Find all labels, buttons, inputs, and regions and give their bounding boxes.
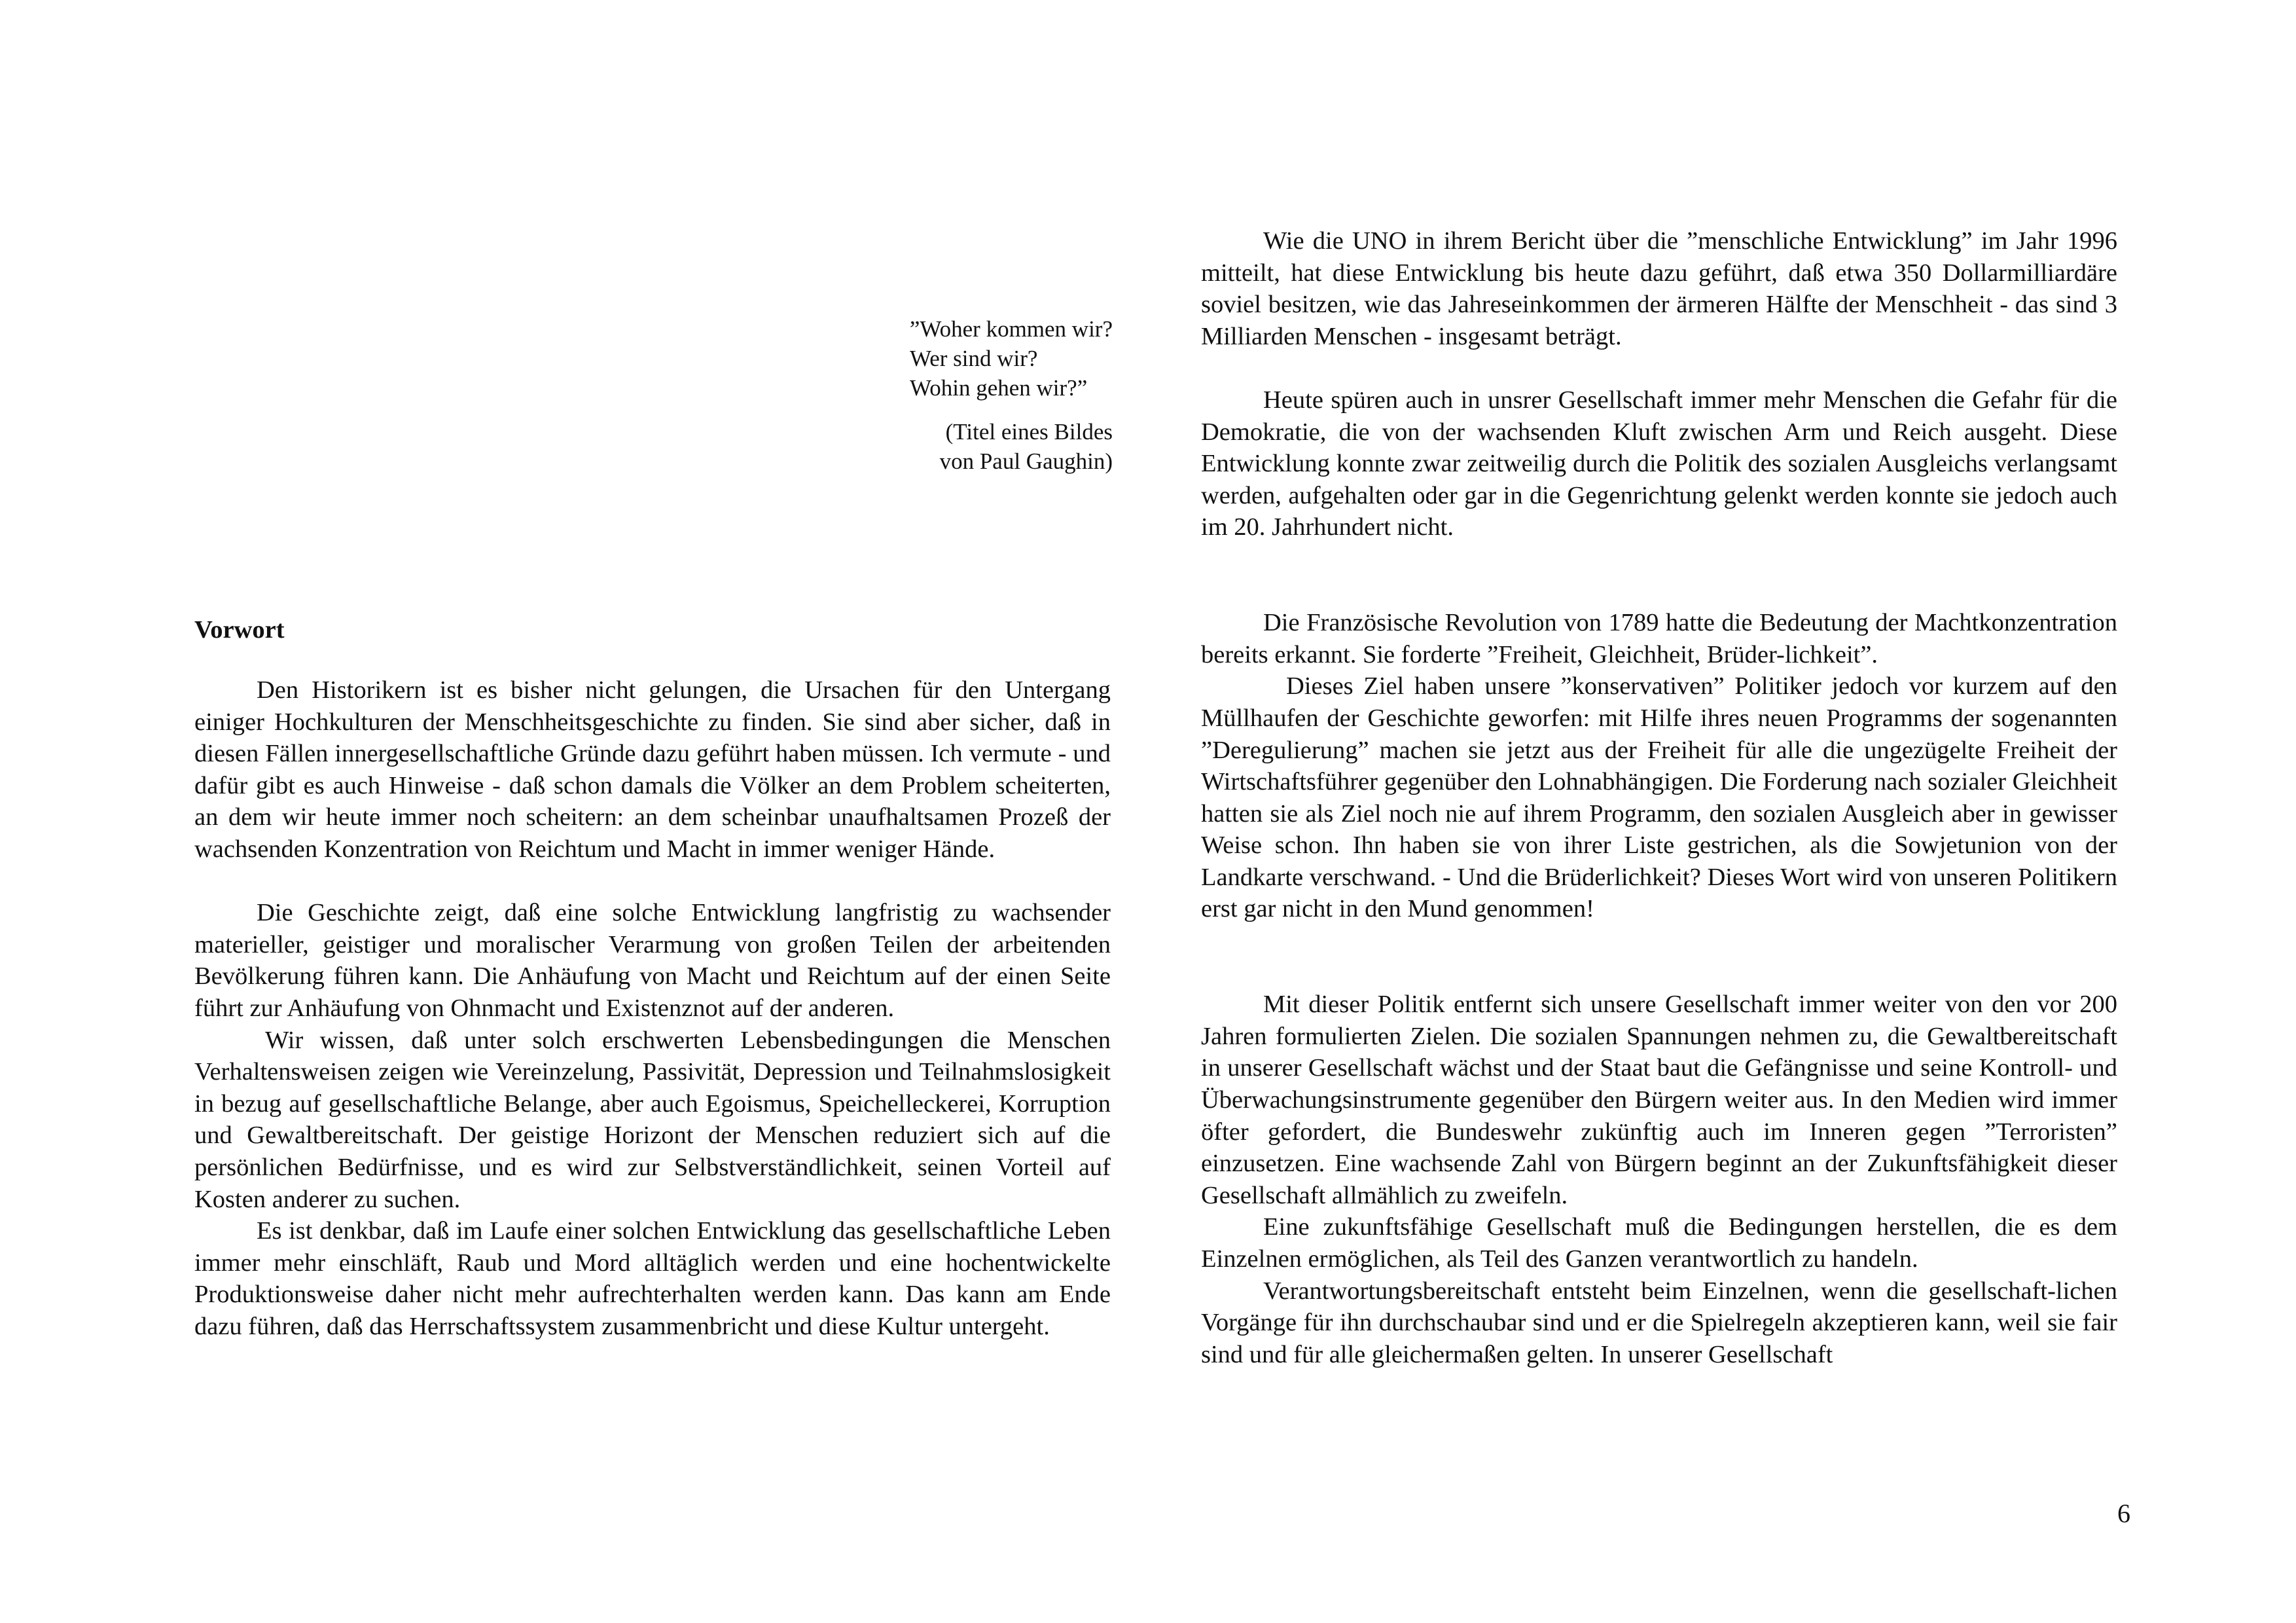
paragraph: Die Französische Revolution von 1789 hatte die Bedeutung der Machtkonzentration bereits erkannt. Sie forderte ”Freiheit, Gleichheit, Brüder-lichkeit”. xyxy=(1201,609,2117,668)
epigraph-source xyxy=(870,417,1113,476)
paragraph: Wie die UNO in ihrem Bericht über die ”menschliche Entwicklung” im Jahr 1996 mitteilt, hat diese Entwicklung bis heute dazu geführt, daß etwa 350 Dollarmilliardäre soviel besitzen, wie das Jahreseinkommen der ärmeren Hälfte der Menschheit - das sind 3 Milliarden Menschen - insgesamt beträgt. xyxy=(1201,227,2117,350)
paragraph: Eine zukunftsfähige Gesellschaft muß die Bedingungen herstellen, die es dem Einzelnen ermöglichen, als Teil des Ganzen verantwortlich zu handeln. xyxy=(1201,1213,2117,1273)
epigraph-source-line: (Titel eines Bildes xyxy=(945,419,1113,445)
epigraph-line: ”Woher kommen wir? xyxy=(909,316,1113,342)
epigraph-line: Wohin gehen wir?” xyxy=(910,375,1088,401)
paragraph: Es ist denkbar, daß im Laufe einer solchen Entwicklung das gesellschaftliche Leben immer mehr einschläft, Raub und Mord alltäglich werden und eine hochentwickelte Produktionsweise daher nicht mehr aufrechterhalten werden kann. Das kann am Ende dazu führen, daß das Herrschaftssystem zusammenbricht und diese Kultur untergeht. xyxy=(194,1217,1111,1340)
page-number: 6 xyxy=(2117,1499,2130,1528)
left-column xyxy=(194,674,1111,1342)
paragraph: Wir wissen, daß unter solch erschwerten Lebensbedingungen die Menschen Verhaltensweisen zeigen wie Vereinzelung, Passivität, Depression und Teilnahmslosigkeit in bezug auf gesellschaftliche Belange, aber auch Egoismus, Speichelleckerei, Korruption und Gewaltbereitschaft. Der geistige Horizont der Menschen reduziert sich auf die persönlichen Bedürfnisse, und es wird zur Selbstverständlichkeit, seinen Vorteil auf Kosten anderer zu suchen. xyxy=(194,1026,1111,1213)
epigraph xyxy=(870,314,1113,476)
paragraph: Die Geschichte zeigt, daß eine solche Entwicklung langfristig zu wachsender materieller, geistiger und moralischer Verarmung von großen Teilen der arbeitenden Bevölkerung führen kann. Die Anhäufung von Macht und Reichtum auf der einen Seite führt zur Anhäufung von Ohnmacht und Existenznot auf der anderen. xyxy=(194,899,1111,1022)
paragraph: Heute spüren auch in unsrer Gesellschaft immer mehr Menschen die Gefahr für die Demokratie, die von der wachsenden Kluft zwischen Arm und Reich ausgeht. Diese Entwicklung konnte zwar zeitweilig durch die Politik des sozialen Ausgleichs verlangsamt werden, aufgehalten oder gar in die Gegenrichtung gelenkt werden konnte sie jedoch auch im 20. Jahrhundert nicht. xyxy=(1201,386,2117,541)
paragraph: Dieses Ziel haben unsere ”konservativen” Politiker jedoch vor kurzem auf den Müllhaufen der Geschichte geworfen: mit Hilfe ihres neuen Programms der sogenannten ”Deregulierung” machen sie jetzt aus der Freiheit für alle die ungezügelte Freiheit der Wirtschaftsführer gegenüber den Lohnabhängigen. Die Forderung nach sozialer Gleichheit hatten sie als Ziel noch nie auf ihrem Programm, den sozialen Ausgleich aber in gewisser Weise schon. Ihn haben sie von ihrer Liste gestrichen, als die Sowjetunion von der Landkarte verschwand. - Und die Brüderlichkeit? Dieses Wort wird von unseren Politikern erst gar nicht in den Mund genommen! xyxy=(1201,672,2117,923)
paragraph: Den Historikern ist es bisher nicht gelungen, die Ursachen für den Untergang einiger Hochkulturen der Menschheitsgeschichte zu finden. Sie sind aber sicher, daß in diesen Fällen innergesellschaftliche Gründe dazu geführt haben müssen. Ich vermute - und dafür gibt es auch Hinweise - daß schon damals die Völker an dem Problem scheiterten, an dem wir heute immer noch scheitern: an dem scheinbar unaufhaltsamen Prozeß der wachsenden Konzentration von Reichtum und Macht in immer weniger Hände. xyxy=(194,676,1111,863)
paragraph: Verantwortungsbereitschaft entsteht beim Einzelnen, wenn die gesellschaft-lichen Vorgänge für ihn durchschaubar sind und er die Spielregeln akzeptieren kann, weil sie fair sind und für alle gleichermaßen gelten. In unserer Gesellschaft xyxy=(1201,1277,2117,1368)
epigraph-line: Wer sind wir? xyxy=(910,346,1038,371)
paragraph: Mit dieser Politik entfernt sich unsere Gesellschaft immer weiter von den vor 200 Jahren formulierten Zielen. Die sozialen Spannungen nehmen zu, die Gewaltbereitschaft in unserer Gesellschaft wächst und der Staat baut die Gefängnisse und seine Kontroll- und Überwachungsinstrumente gegenüber den Bürgern weiter aus. In den Medien wird immer öfter gefordert, die Bundeswehr zukünftig auch im Inneren gegen ”Terroristen” einzusetzen. Eine wachsende Zahl von Bürgern beginnt an der Zukunftsfähigkeit dieser Gesellschaft allmählich zu zweifeln. xyxy=(1201,991,2117,1209)
right-column xyxy=(1201,225,2117,1370)
epigraph-source-line: von Paul Gaughin) xyxy=(939,448,1113,474)
section-heading: Vorwort xyxy=(194,616,285,644)
